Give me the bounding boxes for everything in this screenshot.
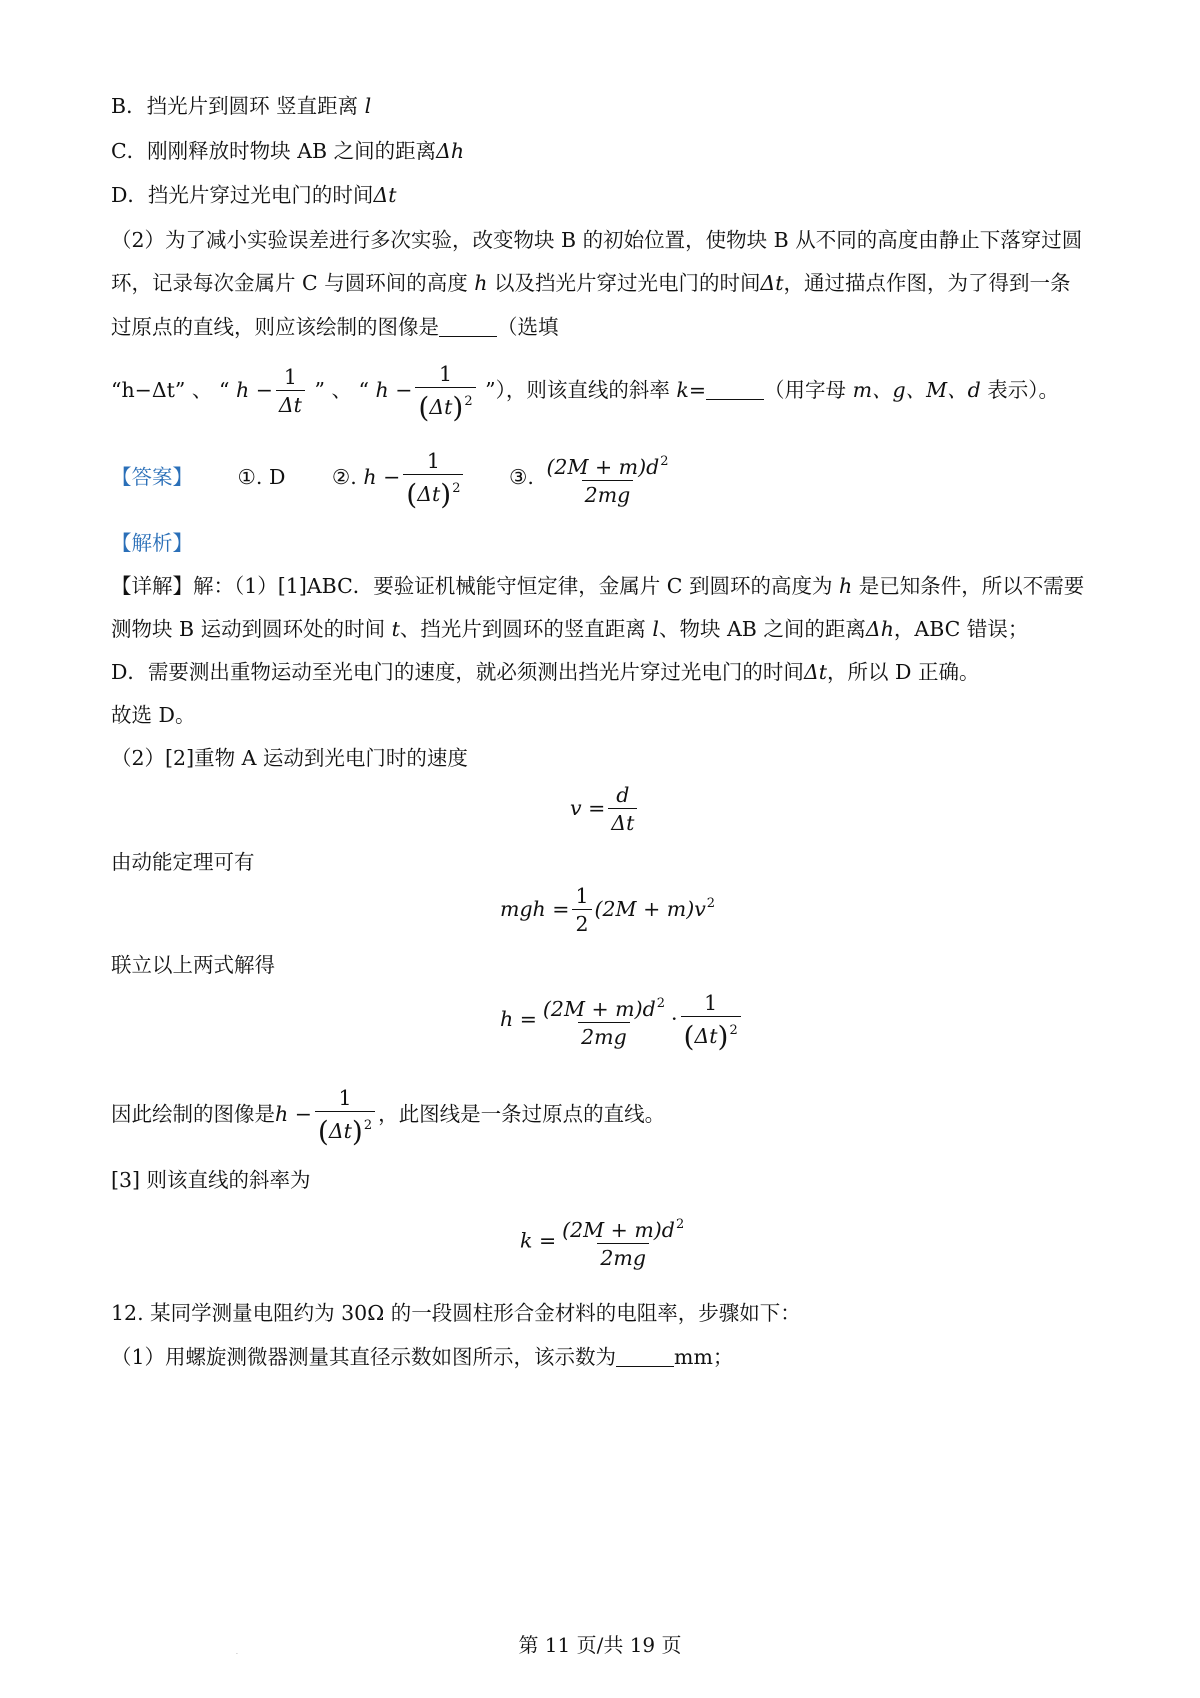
- detail-line-5: （2）[2]重物 A 运动到光电门时的速度: [111, 746, 468, 770]
- speck: ·: [236, 1651, 238, 1658]
- detail-line-9: [3] 则该直线的斜率为: [111, 1168, 311, 1192]
- detail-line-8: 因此绘制的图像是h − $\frac{1}{(\Delta t)^2}$ ，此图线是一条过原点的直线。: [111, 1086, 666, 1148]
- answer-blank-2: [706, 379, 764, 400]
- q2-line-1: （2）为了减小实验误差进行多次实验，改变物块 B 的初始位置，使物块 B 从不同的高度由静止下落穿过圆: [111, 228, 1083, 252]
- detail-line-1: 【详解】解：（1）[1]ABC．要验证机械能守恒定律，金属片 C 到圆环的高度为 h 是已知条件，所以不需要: [111, 574, 1085, 598]
- option-d: D．挡光片穿过光电门的时间Δt: [111, 183, 397, 207]
- equation-k: k = $\frac{(2M + m)d^2}{2mg}$: [520, 1217, 685, 1270]
- fraction-1-over-dt: $\frac{1}{\Delta t}$: [276, 364, 305, 419]
- option-c: C．刚刚释放时物块 AB 之间的距离Δh: [111, 139, 465, 163]
- answer-blank-3: [616, 1346, 674, 1367]
- answer-fraction-2: $\frac{1}{(\Delta t)^2}$: [403, 448, 463, 509]
- question-12-part-1: （1）用螺旋测微器测量其直径示数如图所示，该示数为 mm；: [111, 1345, 734, 1369]
- analysis-label: 【解析】: [111, 531, 193, 555]
- q2-line-3: 过原点的直线，则应该绘制的图像是 （选填: [111, 315, 559, 339]
- equation-h: h = $\frac{(2M + m)d^2}{2mg}$ · $\frac{1}{(\Delta t)^2}$: [500, 990, 744, 1051]
- detail-line-6: 由动能定理可有: [111, 850, 255, 874]
- detail-line-7: 联立以上两式解得: [111, 953, 275, 977]
- answer-fraction-3: $\frac{(2M + m)d^2}{2mg}$: [546, 453, 669, 507]
- equation-v: v = $\frac{d}{\Delta t}$: [570, 782, 640, 837]
- answer-line: 【答案】 ①. D ②. h − $\frac{1}{(\Delta t)^2}$ ③. $\frac{(2M + m)d^2}{2mg}$: [111, 445, 675, 509]
- option-b: B．挡光片到圆环 竖直距离 l: [111, 94, 372, 118]
- question-12-title: 12. 某同学测量电阻约为 30Ω 的一段圆柱形合金材料的电阻率，步骤如下：: [111, 1301, 801, 1325]
- answer-label: 【答案】: [111, 465, 193, 489]
- detail-line-2: 测物块 B 运动到圆环处的时间 t、挡光片到圆环的竖直距离 l、物块 AB 之间的距离Δh，ABC 错误；: [111, 617, 1029, 641]
- fraction-1-over-dt-squared: $\frac{1}{(\Delta t)^2}$: [415, 361, 475, 422]
- q2-line-4: “h−Δt” 、 “ h − $\frac{1}{\Delta t}$ ” 、 “ h − $\frac{1}{(\Delta t)^2}$ ”），则该直线的斜率 k= （用字母 m、g、M、d 表示）。: [111, 362, 1060, 424]
- detail-line-4: 故选 D。: [111, 703, 196, 727]
- q2-line-2: 环，记录每次金属片 C 与圆环间的高度 h 以及挡光片穿过光电门的时间Δt，通过描点作图，为了得到一条: [111, 271, 1071, 295]
- equation-energy: mgh = $\frac{1}{2}$ $(2M + m)v^2$: [500, 884, 716, 936]
- page-footer: 第 11 页/共 19 页: [518, 1633, 682, 1657]
- detail-line-3: D．需要测出重物运动至光电门的速度，就必须测出挡光片穿过光电门的时间Δt，所以 D 正确。: [111, 660, 980, 684]
- answer-blank-1: [439, 316, 497, 337]
